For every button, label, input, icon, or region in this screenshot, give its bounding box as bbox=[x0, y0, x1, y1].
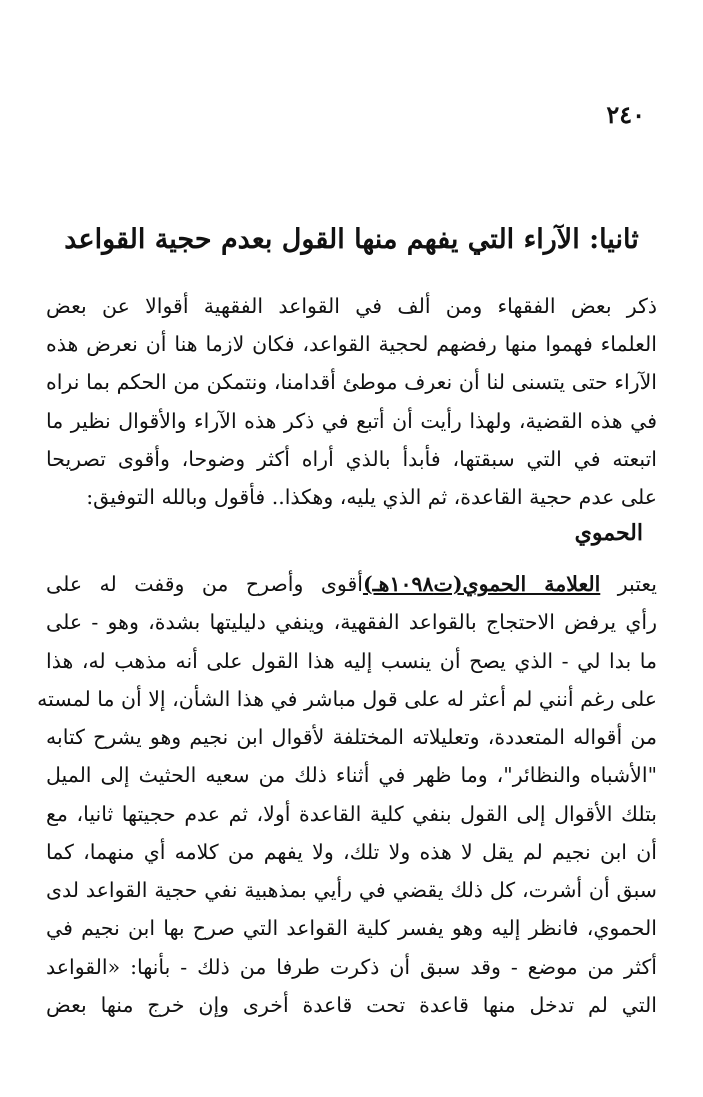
underlined-name: العلامة الحموي(ت١٠٩٨هـ) bbox=[362, 572, 601, 596]
text-line: في هذه القضية، ولهذا رأيت أن أتبع في ذكر هذه الآراء والأقوال نظير ما bbox=[46, 409, 657, 433]
text-line: "الأشباه والنظائر"، وما ظهر في أثناء ذلك من سعيه الحثيث إلى الميل bbox=[46, 763, 657, 787]
text-line: العلماء فهموا منها رفضهم لحجية القواعد، فكان لازما هنا أن نعرض هذه bbox=[46, 332, 657, 356]
section-heading: ثانيا: الآراء التي يفهم منها القول بعدم حجية القواعد bbox=[64, 224, 639, 255]
text-line: من أقواله المتعددة، وتعليلاته المختلفة لأقوال ابن نجيم وهو يشرح كتابه bbox=[46, 725, 657, 749]
text-line: أن ابن نجيم لم يقل لا هذه ولا تلك، ولا يفهم من كلامه أي منهما، كما bbox=[46, 840, 657, 864]
text-span: يعتبر bbox=[600, 572, 657, 596]
subsection-title: الحموي bbox=[574, 520, 643, 546]
text-line: أكثر من موضع - وقد سبق أن ذكرت طرفا من ذلك - بأنها: «القواعد bbox=[46, 955, 657, 979]
text-line: بتلك الأقوال إلى القول بنفي كلية القاعدة أولا، ثم عدم حجيتها ثانيا، مع bbox=[46, 802, 657, 826]
page-number: ٢٤٠ bbox=[606, 100, 645, 129]
text-line: اتبعته في التي سبقتها، فأبدأ بالذي أراه أكثر وضوحا، وأقوى تصريحا bbox=[46, 447, 657, 471]
text-line: ذكر بعض الفقهاء ومن ألف في القواعد الفقهية أقوالا عن بعض bbox=[46, 294, 657, 318]
text-line: التي لم تدخل منها قاعدة تحت قاعدة أخرى وإن خرج منها بعض bbox=[46, 993, 657, 1017]
text-span: أقوى وأصرح من وقفت له على bbox=[46, 572, 363, 596]
text-line: سبق أن أشرت، كل ذلك يقضي في رأيي بمذهبية نفي حجية القواعد لدى bbox=[46, 878, 657, 902]
text-line: على رغم أنني لم أعثر له على قول مباشر في هذا الشأن، إلا أن ما لمسته bbox=[37, 687, 657, 711]
text-line: ما بدا لي - الذي يصح أن ينسب إليه هذا القول على أنه مذهب له، هذا bbox=[46, 649, 657, 673]
text-line bbox=[46, 564, 657, 604]
text-line: رأي يرفض الاحتجاج بالقواعد الفقهية، وينفي دليليتها بشدة، وهو - على bbox=[46, 610, 657, 634]
text-line: على عدم حجية القاعدة، ثم الذي يليه، وهكذا.. فأقول وبالله التوفيق: bbox=[86, 485, 657, 509]
text-line: الحموي، فانظر إليه وهو يفسر كلية القواعد التي صرح بها ابن نجيم في bbox=[46, 916, 657, 940]
text-line: الآراء حتى يتسنى لنا أن نعرف موطئ أقدامنا، ونتمكن من الحكم بما نراه bbox=[46, 370, 657, 394]
